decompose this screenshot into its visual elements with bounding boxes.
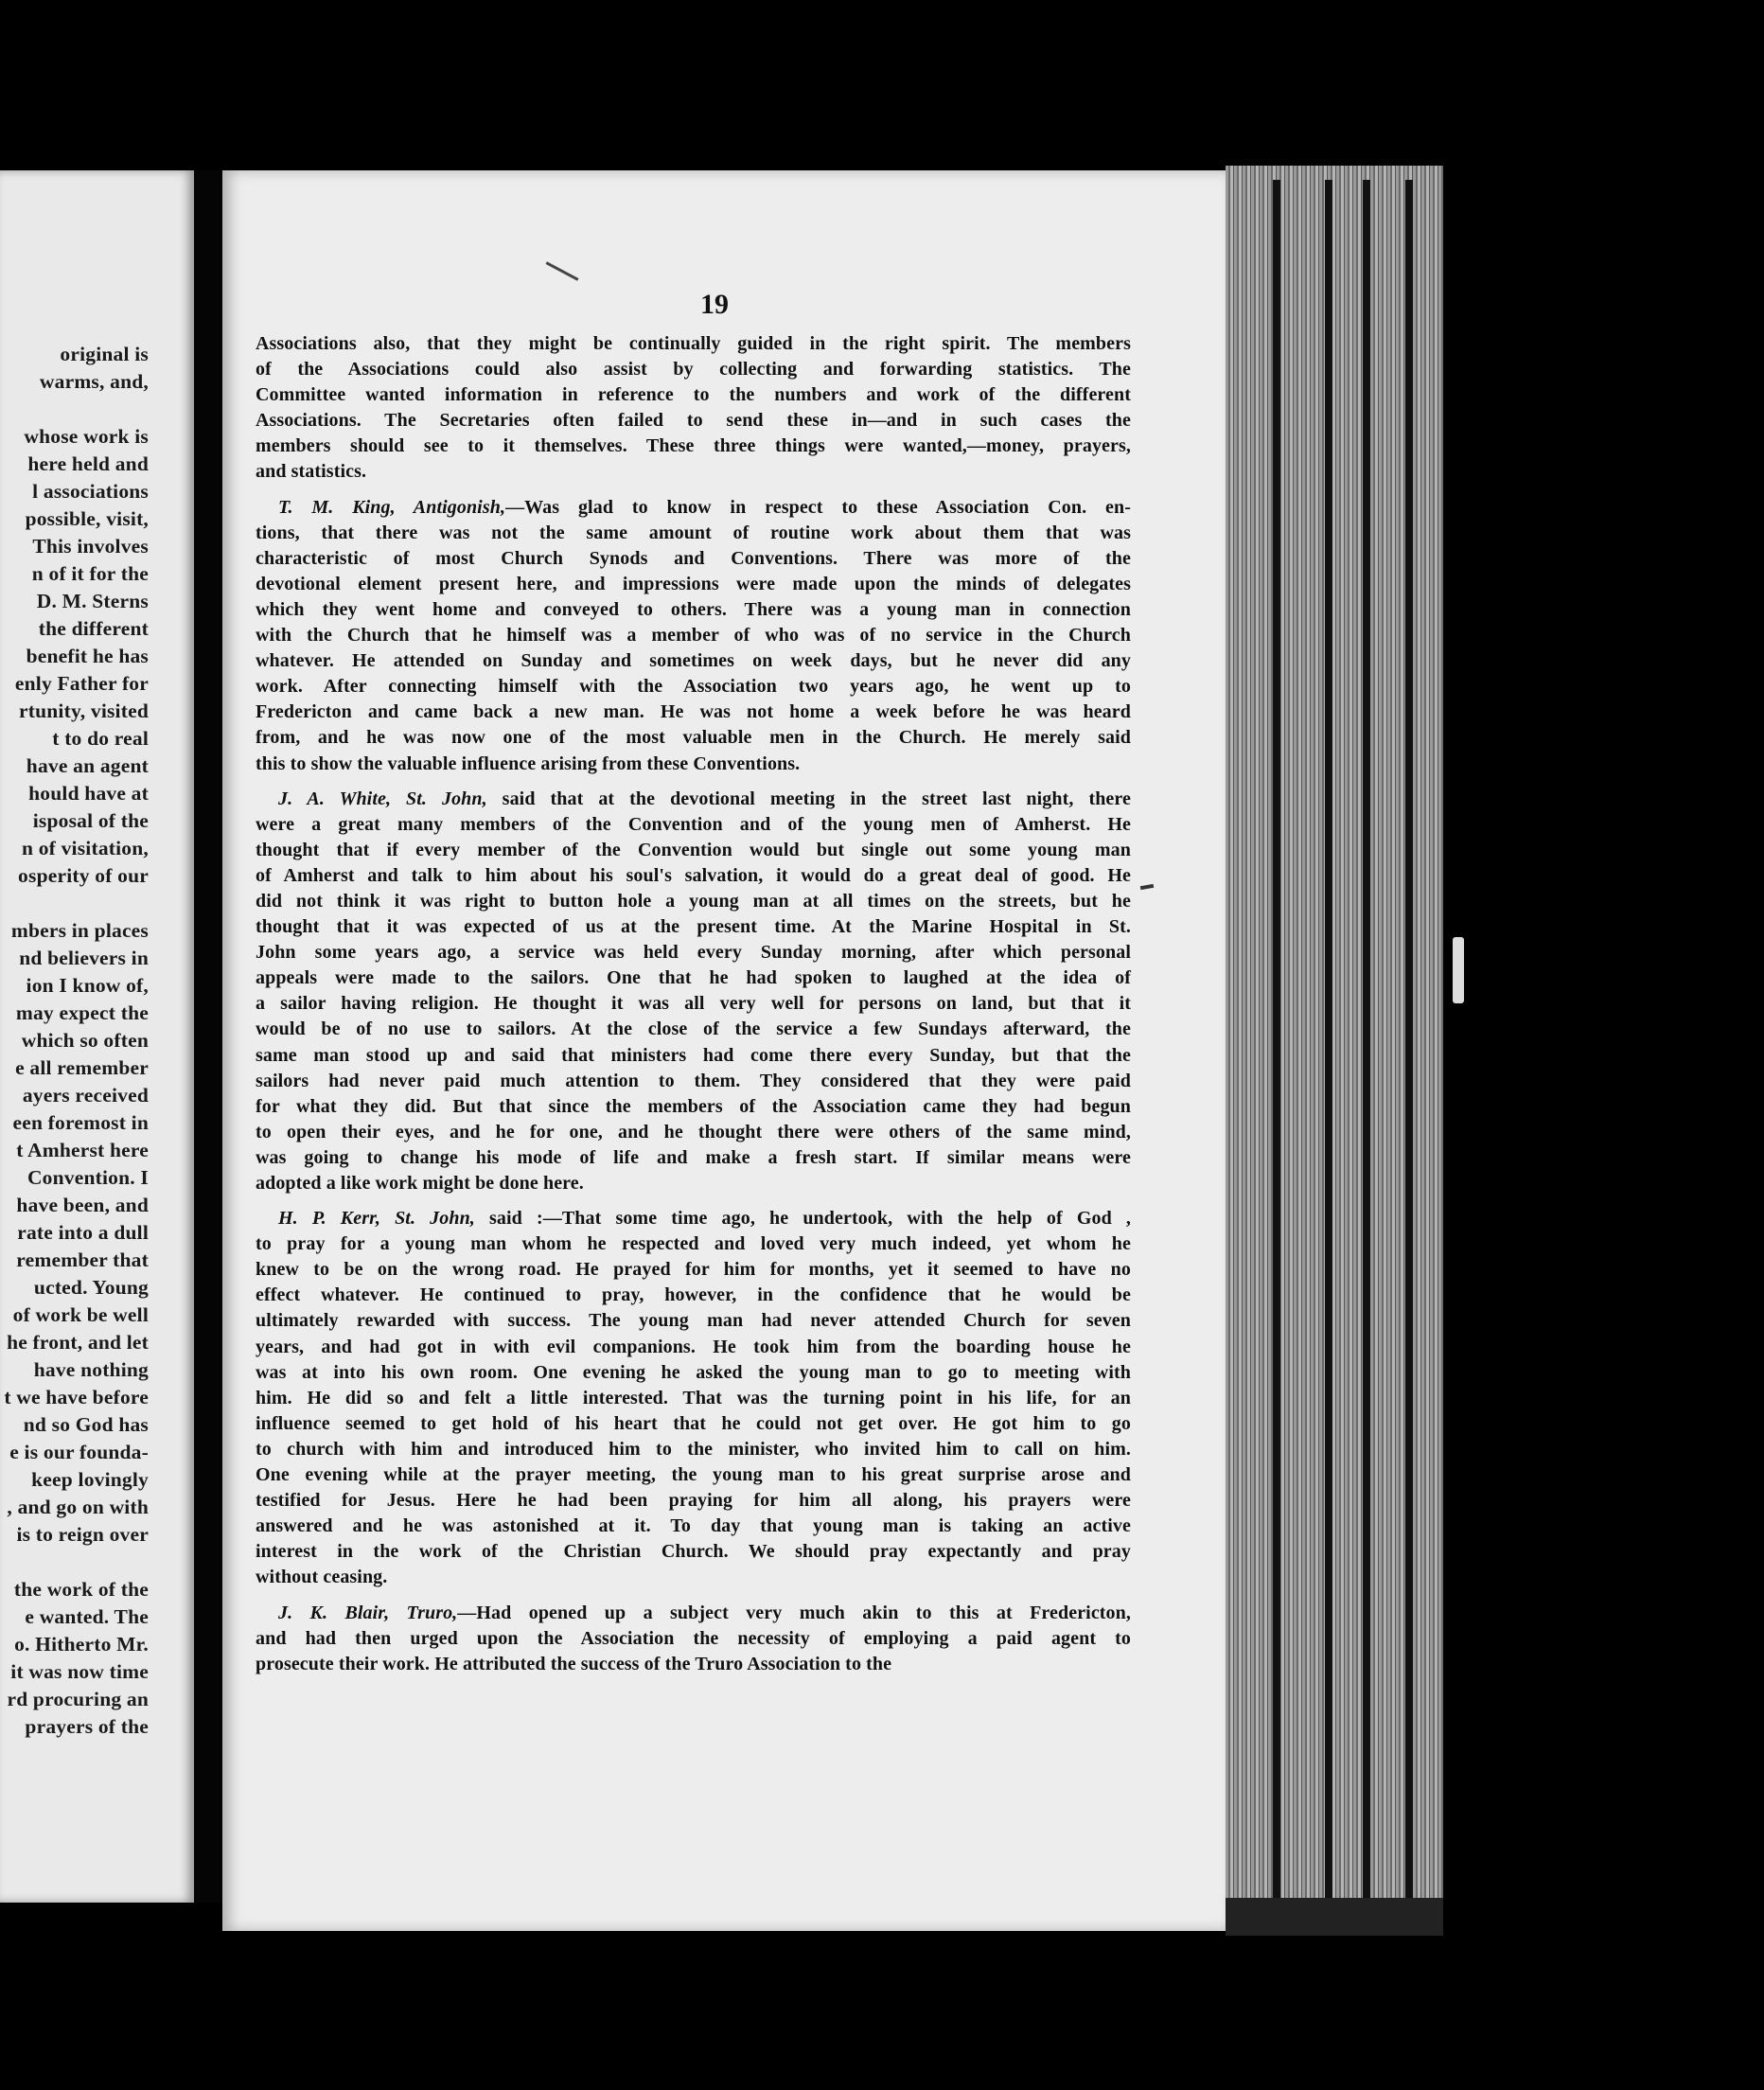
left-page-line: possible, visit,	[25, 507, 149, 530]
left-page-line: t Amherst here	[16, 1139, 149, 1161]
text-line: whatever. He attended on Sunday and sometimes on week days, but he never did any	[256, 650, 1131, 672]
text-line: of the Associations could also assist by collecting and forwarding statistics. The	[256, 359, 1131, 381]
left-page-line: n of it for the	[31, 562, 149, 585]
pencil-mark	[546, 261, 579, 280]
left-page-line: have been, and	[16, 1194, 149, 1216]
left-page-line: have an agent	[26, 754, 149, 777]
speaker-name: J. A. White, St. John,	[278, 788, 487, 809]
left-page-text	[4, 341, 149, 1741]
left-page-line: the different	[38, 617, 149, 640]
speaker-name: J. K. Blair, Truro,	[278, 1602, 458, 1623]
left-page-line: nd believers in	[19, 947, 149, 969]
text-line: to open their eyes, and he for one, and he thought there were others of the same mind,	[256, 1121, 1131, 1142]
left-page-line: have nothing	[33, 1358, 149, 1381]
left-page-line: keep lovingly	[31, 1468, 149, 1491]
left-page-line: This involves	[32, 535, 149, 558]
text-line: were a great many members of the Convention and of the young men of Amherst. He	[256, 813, 1131, 835]
text-line: to church with him and introduced him to the minister, who invited him to call on him.	[256, 1438, 1131, 1460]
text-line	[256, 1601, 1131, 1626]
text-line: John some years ago, a service was held every Sunday morning, after which personal	[256, 942, 1131, 964]
text-line: testified for Jesus. Here he had been praying for him all along, his prayers were	[256, 1490, 1131, 1512]
left-page-line: rate into a dull	[17, 1221, 149, 1244]
left-page-line: here held and	[27, 452, 149, 475]
left-page-line	[4, 890, 149, 917]
text-line: from, and he was now one of the most valuable men in the Church. He merely said	[256, 727, 1131, 749]
left-page-line: enly Father for	[14, 672, 149, 695]
left-page-line: isposal of the	[32, 809, 149, 832]
page-edge-divider	[1405, 180, 1413, 1931]
left-page-line: t to do real	[52, 727, 149, 750]
text-line: members should see to it themselves. These three things were wanted,—money, prayers,	[256, 435, 1131, 457]
text-line: same man stood up and said that ministers had come there every Sunday, but that the	[256, 1044, 1131, 1066]
text-line: was going to change his mode of life and make a fresh start. If similar means were	[256, 1146, 1131, 1168]
left-page-line: prayers of the	[25, 1715, 149, 1738]
text-line: to pray for a young man whom he respected and loved very much indeed, yet whom he	[256, 1233, 1131, 1255]
page-number: 19	[700, 289, 729, 320]
left-page-line: remember that	[16, 1249, 149, 1271]
text-line: adopted a like work might be done here.	[256, 1173, 584, 1194]
text-line: a sailor having religion. He thought it was all very well for persons on land, but that it	[256, 993, 1131, 1015]
text-line: and had then urged upon the Association the necessity of employing a paid agent to	[256, 1627, 1131, 1649]
text-line: for what they did. But that since the members of the Association came they had begun	[256, 1095, 1131, 1117]
left-page-line: benefit he has	[26, 645, 149, 667]
left-page-line: it was now time	[10, 1660, 149, 1683]
text-line	[256, 787, 1131, 812]
page-edge-divider	[1363, 180, 1370, 1931]
left-page-line: o. Hitherto Mr.	[14, 1633, 149, 1656]
left-page-line: he front, and let	[7, 1331, 149, 1354]
paragraph	[256, 1601, 1131, 1677]
text-line: appeals were made to the sailors. One that he had spoken to laughed at the idea of	[256, 967, 1131, 989]
text-line: ultimately rewarded with success. The young man had never attended Church for seven	[256, 1310, 1131, 1332]
speech-text: said that at the devotional meeting in the street last night, there	[486, 788, 1131, 809]
speech-text: —Was glad to know in respect to these Association Con. en-	[505, 496, 1132, 518]
left-page	[0, 170, 194, 1903]
left-page-line: n of visitation,	[21, 837, 149, 859]
paragraph	[256, 1206, 1131, 1590]
text-line: effect whatever. He continued to pray, however, in the confidence that he would be	[256, 1284, 1131, 1306]
text-line: and statistics.	[256, 461, 367, 483]
text-line: knew to be on the wrong road. He prayed for him for months, yet it seemed to have no	[256, 1259, 1131, 1281]
left-page-line: e is our founda-	[9, 1441, 149, 1463]
text-line: Associations also, that they might be continually guided in the right spirit. The members	[256, 333, 1131, 354]
left-page-line: mbers in places	[10, 919, 149, 942]
text-line: of Amherst and talk to him about his soul's salvation, it would do a great deal of good. He	[256, 864, 1131, 886]
text-line: interest in the work of the Christian Church. We should pray expectantly and pray	[256, 1541, 1131, 1563]
left-page-line: of work be well	[12, 1303, 149, 1326]
left-page-line: D. M. Sterns	[36, 590, 149, 612]
left-page-line: een foremost in	[12, 1111, 149, 1134]
left-page-line: the work of the	[13, 1578, 149, 1601]
page-edge-divider	[1325, 180, 1332, 1931]
paragraph	[256, 787, 1131, 1197]
right-page	[222, 170, 1226, 1931]
text-line: thought that it was expected of us at the present time. At the Marine Hospital in St.	[256, 916, 1131, 938]
text-line: did not think it was right to button hole a young man at all times on the streets, but he	[256, 890, 1131, 912]
text-line: with the Church that he himself was a member of who was of no service in the Church	[256, 625, 1131, 646]
left-page-line: original is	[60, 343, 149, 365]
speech-text: —Had opened up a subject very much akin to this at Fredericton,	[457, 1602, 1131, 1623]
speech-text: said :—That some time ago, he undertook, with the help of God ,	[474, 1208, 1131, 1230]
book-gutter	[194, 170, 222, 1903]
text-line: him. He did so and felt a little interested. That was the turning point in his life, for an	[256, 1387, 1131, 1408]
left-page-line: ayers received	[22, 1084, 149, 1107]
left-page-line: whose work is	[24, 425, 149, 448]
text-line: prosecute their work. He attributed the success of the Truro Association to the	[256, 1653, 892, 1674]
speaker-name: H. P. Kerr, St. John,	[278, 1208, 475, 1230]
text-line: Fredericton and came back a new man. He was not home a week before he was heard	[256, 701, 1131, 723]
left-page-line: which so often	[21, 1029, 149, 1052]
text-line: was at into his own room. One evening he asked the young man to go to meeting with	[256, 1361, 1131, 1383]
left-page-line: ucted. Young	[33, 1276, 149, 1299]
text-line: thought that if every member of the Convention would but single out some young man	[256, 839, 1131, 860]
left-page-line	[4, 396, 149, 423]
text-line: this to show the valuable influence arising from these Conventions.	[256, 753, 801, 774]
left-page-line: ion I know of,	[26, 974, 149, 997]
text-line	[256, 1206, 1131, 1231]
left-page-line: Convention. I	[26, 1166, 149, 1189]
left-page-line: hould have at	[28, 782, 149, 805]
left-page-line: e all remember	[15, 1056, 149, 1079]
text-line: Committee wanted information in reference to the numbers and work of the different	[256, 384, 1131, 406]
left-page-line	[4, 1549, 149, 1576]
paper-tab	[1453, 937, 1464, 1003]
left-page-line: rtunity, visited	[19, 700, 149, 722]
left-page-line: is to reign over	[16, 1523, 149, 1546]
text-line: characteristic of most Church Synods and Conventions. There was more of the	[256, 547, 1131, 569]
text-line: One evening while at the prayer meeting, the young man to his great surprise arose and	[256, 1464, 1131, 1486]
text-line: work. After connecting himself with the Association two years ago, he went up to	[256, 676, 1131, 698]
text-line: years, and had got in with evil companions. He took him from the boarding house he	[256, 1336, 1131, 1357]
text-line: Associations. The Secretaries often failed to send these in—and in such cases the	[256, 410, 1131, 432]
speaker-name: T. M. King, Antigonish,	[278, 496, 506, 518]
text-line	[256, 495, 1131, 521]
text-line: tions, that there was not the same amount of routine work about them that was	[256, 522, 1131, 543]
left-page-line: osperity of our	[18, 864, 149, 887]
text-line: without ceasing.	[256, 1567, 388, 1588]
paragraph	[256, 331, 1131, 486]
text-line: which they went home and conveyed to others. There was a young man in connection	[256, 598, 1131, 620]
left-page-line: , and go on with	[7, 1496, 149, 1518]
left-page-line: may expect the	[15, 1001, 149, 1024]
text-line: would be of no use to sailors. At the close of the service a few Sundays afterward, the	[256, 1018, 1131, 1040]
left-page-line: e wanted. The	[25, 1605, 149, 1628]
text-line: answered and he was astonished at it. To day that young man is taking an active	[256, 1515, 1131, 1537]
text-line: sailors had never paid much attention to them. They considered that they were paid	[256, 1070, 1131, 1091]
left-page-line: l associations	[32, 480, 149, 503]
left-page-line: t we have before	[4, 1386, 149, 1408]
left-page-line: nd so God has	[23, 1413, 149, 1436]
page-body	[256, 331, 1131, 1687]
page-edge-divider	[1273, 180, 1280, 1931]
text-line: devotional element present here, and impressions were made upon the minds of delegates	[256, 573, 1131, 594]
text-line: influence seemed to get hold of his heart that he could not get over. He got him to go	[256, 1412, 1131, 1434]
paragraph	[256, 495, 1131, 777]
left-page-line: warms, and,	[39, 370, 149, 393]
book-bottom-edge	[1226, 1898, 1443, 1936]
left-page-line: rd procuring an	[7, 1688, 149, 1710]
